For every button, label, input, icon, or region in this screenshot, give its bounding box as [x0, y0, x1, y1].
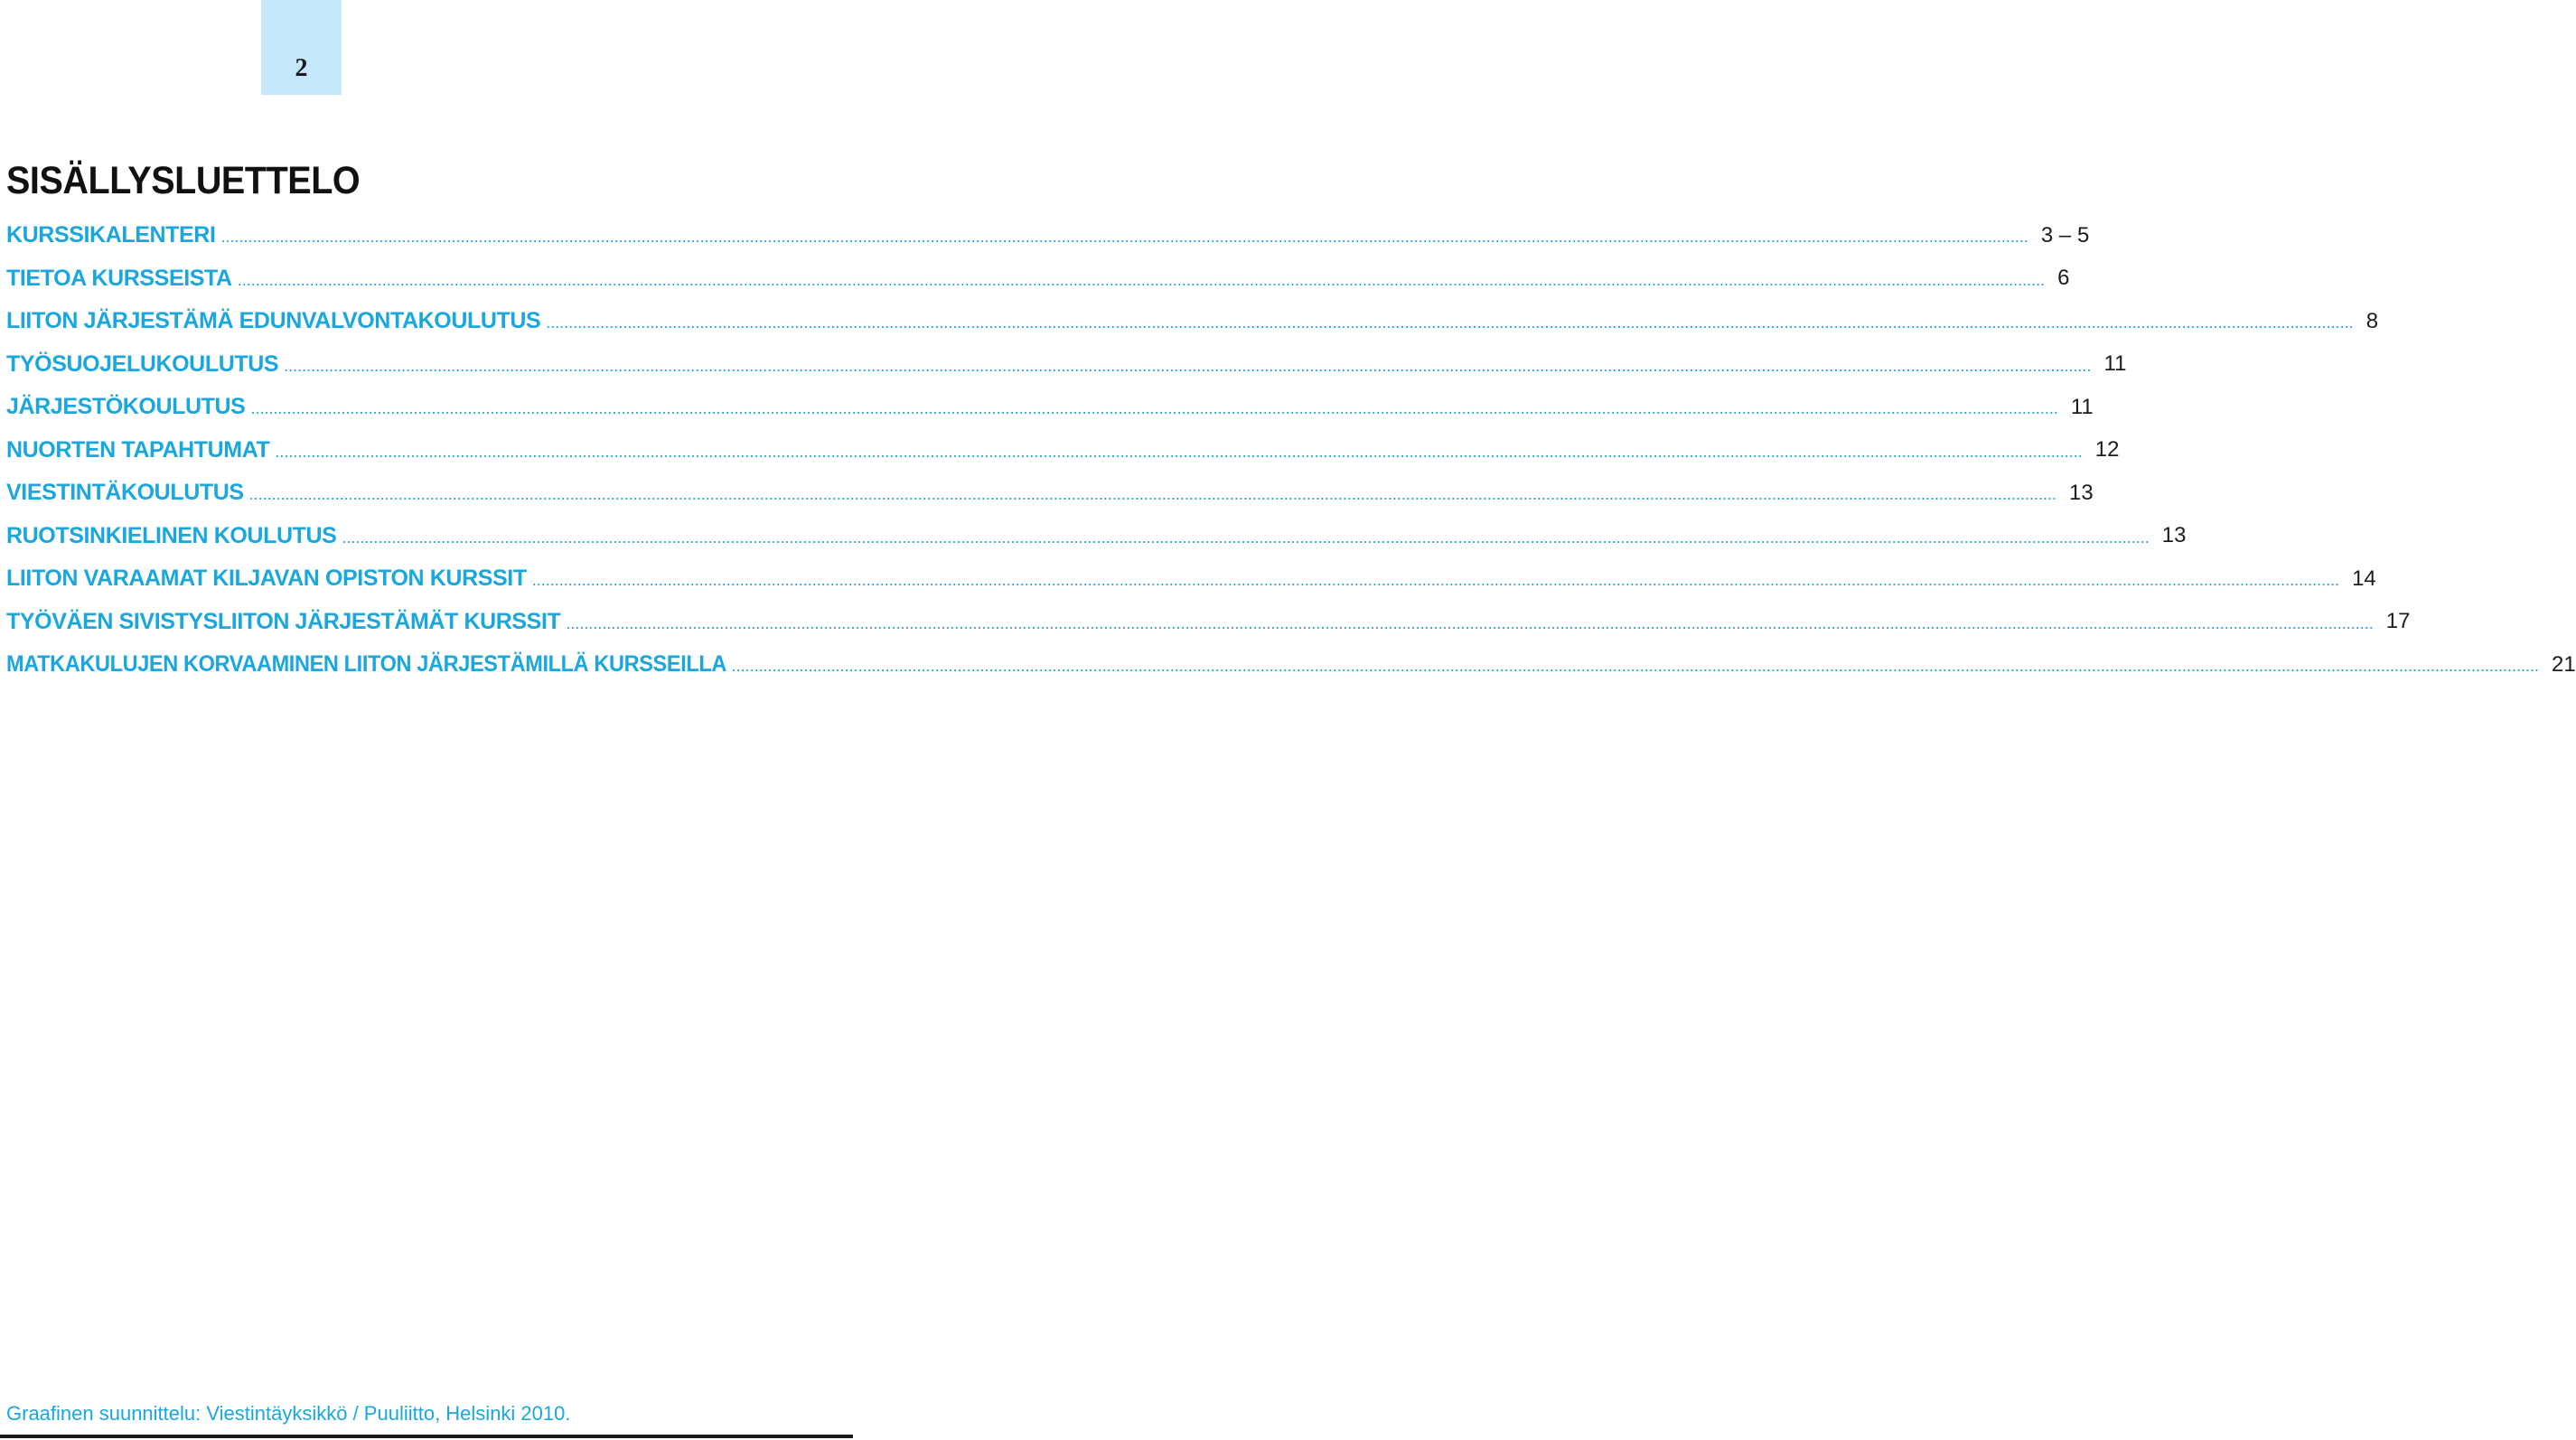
toc-title: SISÄLLYSLUETTELO	[6, 159, 361, 202]
toc-leader-dots: ................................................................................................................................................................................................................................................................................................................................................................................................................	[546, 313, 2354, 332]
design-credit: Graafinen suunnittelu: Viestintäyksikkö / Puuliitto, Helsinki 2010.	[6, 1402, 571, 1425]
toc-entry-tsl-kurssit[interactable]	[6, 601, 2411, 644]
toc-entry-page: 11	[2103, 351, 2127, 377]
toc-entry-matkakulujen-korvaaminen[interactable]	[6, 643, 2576, 687]
toc-entry-viestintakoulutus[interactable]	[6, 472, 2094, 515]
toc-entry-page: 11	[2070, 394, 2094, 419]
toc-entry-label: TIETOA KURSSEISTA	[6, 265, 232, 291]
toc-entry-label: LIITON JÄRJESTÄMÄ EDUNVALVONTAKOULUTUS	[6, 308, 541, 334]
toc-leader-dots: ................................................................................................................................................................................................................................................................................................................................................................................................................	[284, 356, 2092, 375]
toc-entry-page: 3 – 5	[2040, 222, 2090, 248]
page-number: 2	[295, 53, 308, 82]
toc-entry-label: RUOTSINKIELINEN KOULUTUS	[6, 522, 337, 548]
toc-entry-nuorten-tapahtumat[interactable]	[6, 429, 2120, 472]
footer-divider	[0, 1435, 853, 1438]
toc-leader-dots: ................................................................................................................................................................................................................................................................................................................................................................................................................	[531, 571, 2340, 590]
toc-entry-page: 21	[2552, 651, 2576, 677]
page-number-tab	[261, 0, 342, 95]
toc-leader-dots: ................................................................................................................................................................................................................................................................................................................................................................................................................	[237, 270, 2046, 289]
toc-leader-dots: ................................................................................................................................................................................................................................................................................................................................................................................................................	[248, 485, 2057, 504]
toc-entry-kurssikalenteri[interactable]	[6, 214, 2090, 257]
toc-entry-label: LIITON VARAAMAT KILJAVAN OPISTON KURSSIT	[6, 566, 527, 592]
toc-entry-page: 17	[2385, 609, 2411, 634]
toc-entry-edunvalvontakoulutus[interactable]	[6, 300, 2379, 343]
toc-entry-page: 12	[2094, 437, 2120, 463]
toc-entry-label: JÄRJESTÖKOULUTUS	[6, 394, 246, 420]
toc-entry-page: 6	[2057, 266, 2070, 291]
toc-leader-dots: ................................................................................................................................................................................................................................................................................................................................................................................................................	[220, 228, 2028, 247]
toc-entry-page: 14	[2352, 566, 2376, 591]
toc-list	[6, 214, 2576, 687]
toc-entry-label: TYÖVÄEN SIVISTYSLIITON JÄRJESTÄMÄT KURSSIT	[6, 608, 561, 634]
toc-leader-dots: ................................................................................................................................................................................................................................................................................................................................................................................................................	[342, 528, 2150, 547]
toc-entry-page: 8	[2365, 308, 2379, 333]
toc-leader-dots: ................................................................................................................................................................................................................................................................................................................................................................................................................	[566, 613, 2374, 632]
toc-entry-tietoa-kursseista[interactable]	[6, 257, 2070, 301]
toc-leader-dots: ................................................................................................................................................................................................................................................................................................................................................................................................................	[250, 399, 2058, 418]
toc-entry-label: KURSSIKALENTERI	[6, 222, 216, 248]
toc-entry-kiljavan-opiston-kurssit[interactable]	[6, 557, 2376, 601]
toc-leader-dots: ................................................................................................................................................................................................................................................................................................................................................................................................................	[731, 657, 2539, 676]
toc-entry-label: VIESTINTÄKOULUTUS	[6, 480, 244, 506]
toc-entry-page: 13	[2161, 523, 2187, 548]
toc-entry-jarjestokoulutus[interactable]	[6, 386, 2094, 429]
toc-leader-dots: ................................................................................................................................................................................................................................................................................................................................................................................................................	[275, 442, 2083, 461]
toc-entry-tyosuojelukoulutus[interactable]	[6, 343, 2127, 387]
toc-entry-page: 13	[2069, 480, 2094, 505]
toc-entry-label: NUORTEN TAPAHTUMAT	[6, 436, 270, 463]
toc-entry-label: MATKAKULUJEN KORVAAMINEN LIITON JÄRJESTÄMILLÄ KURSSEILLA	[6, 651, 726, 678]
toc-entry-label: TYÖSUOJELUKOULUTUS	[6, 351, 279, 377]
toc-entry-ruotsinkielinen-koulutus[interactable]	[6, 515, 2187, 558]
